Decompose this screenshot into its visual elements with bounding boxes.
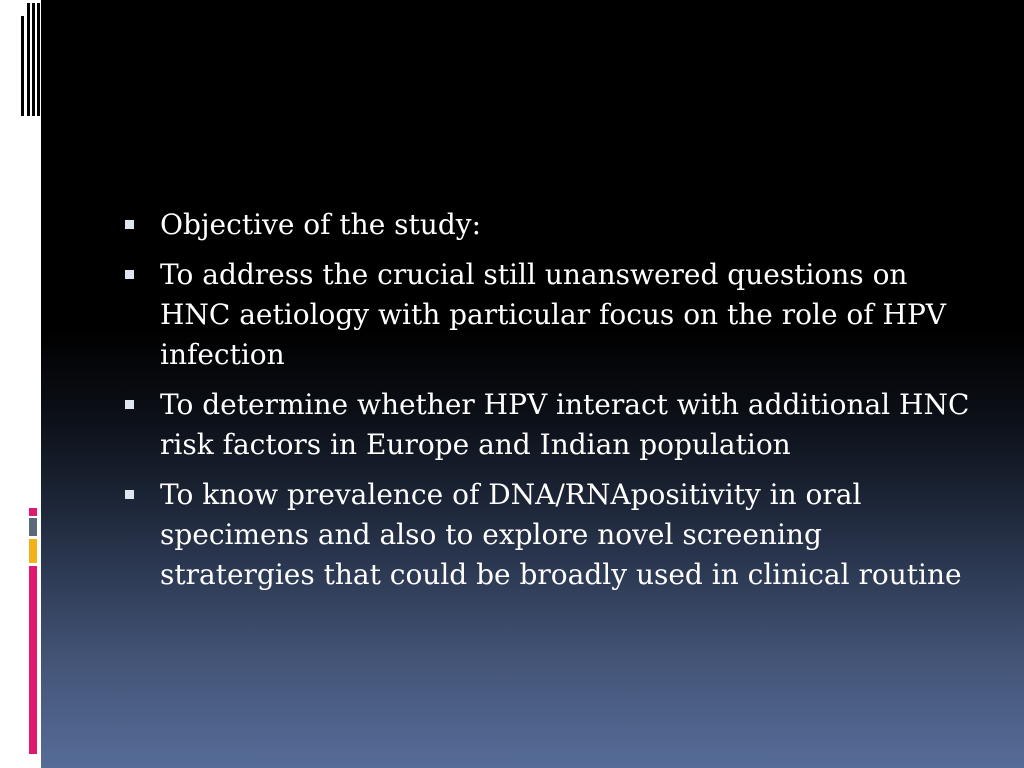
bullet-text: Objective of the study:: [160, 208, 482, 241]
bullet-list: [120, 205, 980, 595]
decorative-stripe: [21, 16, 24, 116]
accent-bar-grey: [29, 518, 37, 536]
bullet-objective-heading: [120, 205, 980, 245]
accent-bar-pink-small: [29, 508, 37, 516]
square-bullet-icon: [125, 270, 134, 279]
decorative-stripe: [37, 3, 40, 116]
bullet-prevalence: [120, 475, 980, 595]
square-bullet-icon: [125, 490, 134, 499]
bullet-text: To address the crucial still unanswered questions on HNC aetiology with particular focus on the role of HPV infection: [160, 258, 947, 371]
bullet-text: To determine whether HPV interact with additional HNC risk factors in Europe and Indian population: [160, 388, 970, 461]
slide-content: [120, 205, 980, 605]
square-bullet-icon: [125, 220, 134, 229]
slide-side-panel: [0, 0, 41, 768]
bullet-address-questions: [120, 255, 980, 375]
accent-bar-yellow: [29, 539, 37, 563]
decorative-stripe: [32, 3, 35, 116]
bullet-determine-interaction: [120, 385, 980, 465]
bullet-text: To know prevalence of DNA/RNApositivity in oral specimens and also to explore novel screening stratergies that could be broadly used in clinical routine: [160, 478, 962, 591]
accent-bar-pink-long: [29, 566, 37, 754]
decorative-stripe: [27, 3, 30, 116]
square-bullet-icon: [125, 400, 134, 409]
